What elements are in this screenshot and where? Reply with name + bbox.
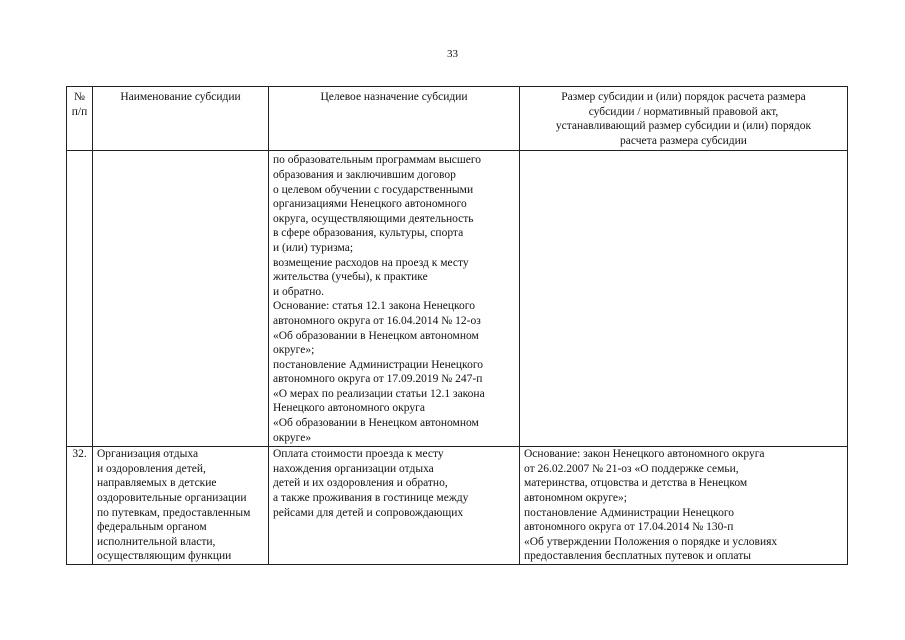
text-line: жительства (учебы), к практике [273,271,428,284]
cell-subsidy-purpose [269,151,520,447]
text-line: Оплата стоимости проезда к месту [273,448,444,461]
header-subsidy-purpose [269,87,520,151]
text-line: расчета размера субсидии [620,134,747,147]
header-subsidy-size [520,87,848,151]
header-subsidy-name [93,87,269,151]
cell-subsidy-size [520,151,848,447]
table-row-continuation [67,151,848,447]
text-line: Размер субсидии и (или) порядок расчета размера [561,91,806,103]
subsidy-table [66,86,848,565]
text-line: округа, осуществляющими деятельность [273,212,474,225]
page-number: 33 [447,48,458,60]
cell-subsidy-purpose [269,447,520,565]
text-line: детей и их оздоровления и обратно, [273,477,448,490]
text-line: автономного округа от 16.04.2014 № 12-оз [273,314,481,327]
cell-subsidy-name [93,447,269,565]
cell-number [67,151,93,447]
text-line: «Об образовании в Ненецком автономном [273,329,479,342]
table-row-32 [67,447,848,565]
text-line: нахождения организации отдыха [273,462,434,475]
text-line: о целевом обучении с государственными [273,183,474,196]
text-line: по путевкам, предоставленным [97,506,251,519]
text-line: «Об утверждении Положения о порядке и условиях [524,535,778,548]
text-line: Организация отдыха [97,448,199,461]
text-line: автономного округа от 17.04.2014 № 130-п [524,521,734,534]
text-line: организациями Ненецкого автономного [273,198,467,211]
text-line: «О мерах по реализации статьи 12.1 закона [273,387,485,400]
text-line: п/п [71,105,88,118]
text-line: предоставления бесплатных путевок и оплаты [524,550,751,563]
text-line: постановление Администрации Ненецкого [524,506,734,519]
text-line: осуществляющим функции [97,550,232,563]
text-line: в сфере образования, культуры, спорта [273,227,464,240]
text-line: по образовательным программам высшего [273,154,482,167]
text-line: «Об образовании в Ненецком автономном [273,417,479,430]
text-line: № [74,91,85,103]
text-line: исполнительной власти, [97,535,216,548]
text-line: образования и заключившим договор [273,168,456,181]
text-line: автономного округа от 17.09.2019 № 247-п [273,373,483,386]
text-line: округе»; [273,344,315,357]
text-line: от 26.02.2007 № 21-оз «О поддержке семьи, [524,462,739,475]
header-number [67,87,93,151]
text-line: материнства, отцовства и детства в Ненецком [524,477,748,490]
text-line: возмещение расходов на проезд к месту [273,256,469,269]
text-line: субсидии / нормативный правовой акт, [588,105,779,118]
text-line: округе» [273,431,312,444]
text-line: оздоровительные организации [97,492,247,505]
text-line: устанавливающий размер субсидии и (или) порядок [555,120,812,133]
text-line: федеральным органом [97,521,207,534]
text-line: и обратно. [273,285,324,298]
cell-number: 32. [67,447,93,565]
text-line: Целевое назначение субсидии [320,91,468,103]
text-line: Наименование субсидии [120,91,241,103]
text-line: Основание: закон Ненецкого автономного округа [524,448,765,461]
text-line: постановление Администрации Ненецкого [273,358,483,371]
text-line: Ненецкого автономного округа [273,402,425,415]
text-line: Основание: статья 12.1 закона Ненецкого [273,300,475,313]
cell-subsidy-size [520,447,848,565]
text-line: а также проживания в гостинице между [273,492,469,505]
text-line: и оздоровления детей, [97,462,206,475]
cell-subsidy-name [93,151,269,447]
text-line: автономном округе»; [524,492,627,505]
table-header-row [67,87,848,151]
text-line: рейсами для детей и сопровождающих [273,506,464,519]
text-line: направляемых в детские [97,477,217,490]
text-line: и (или) туризма; [273,241,354,254]
